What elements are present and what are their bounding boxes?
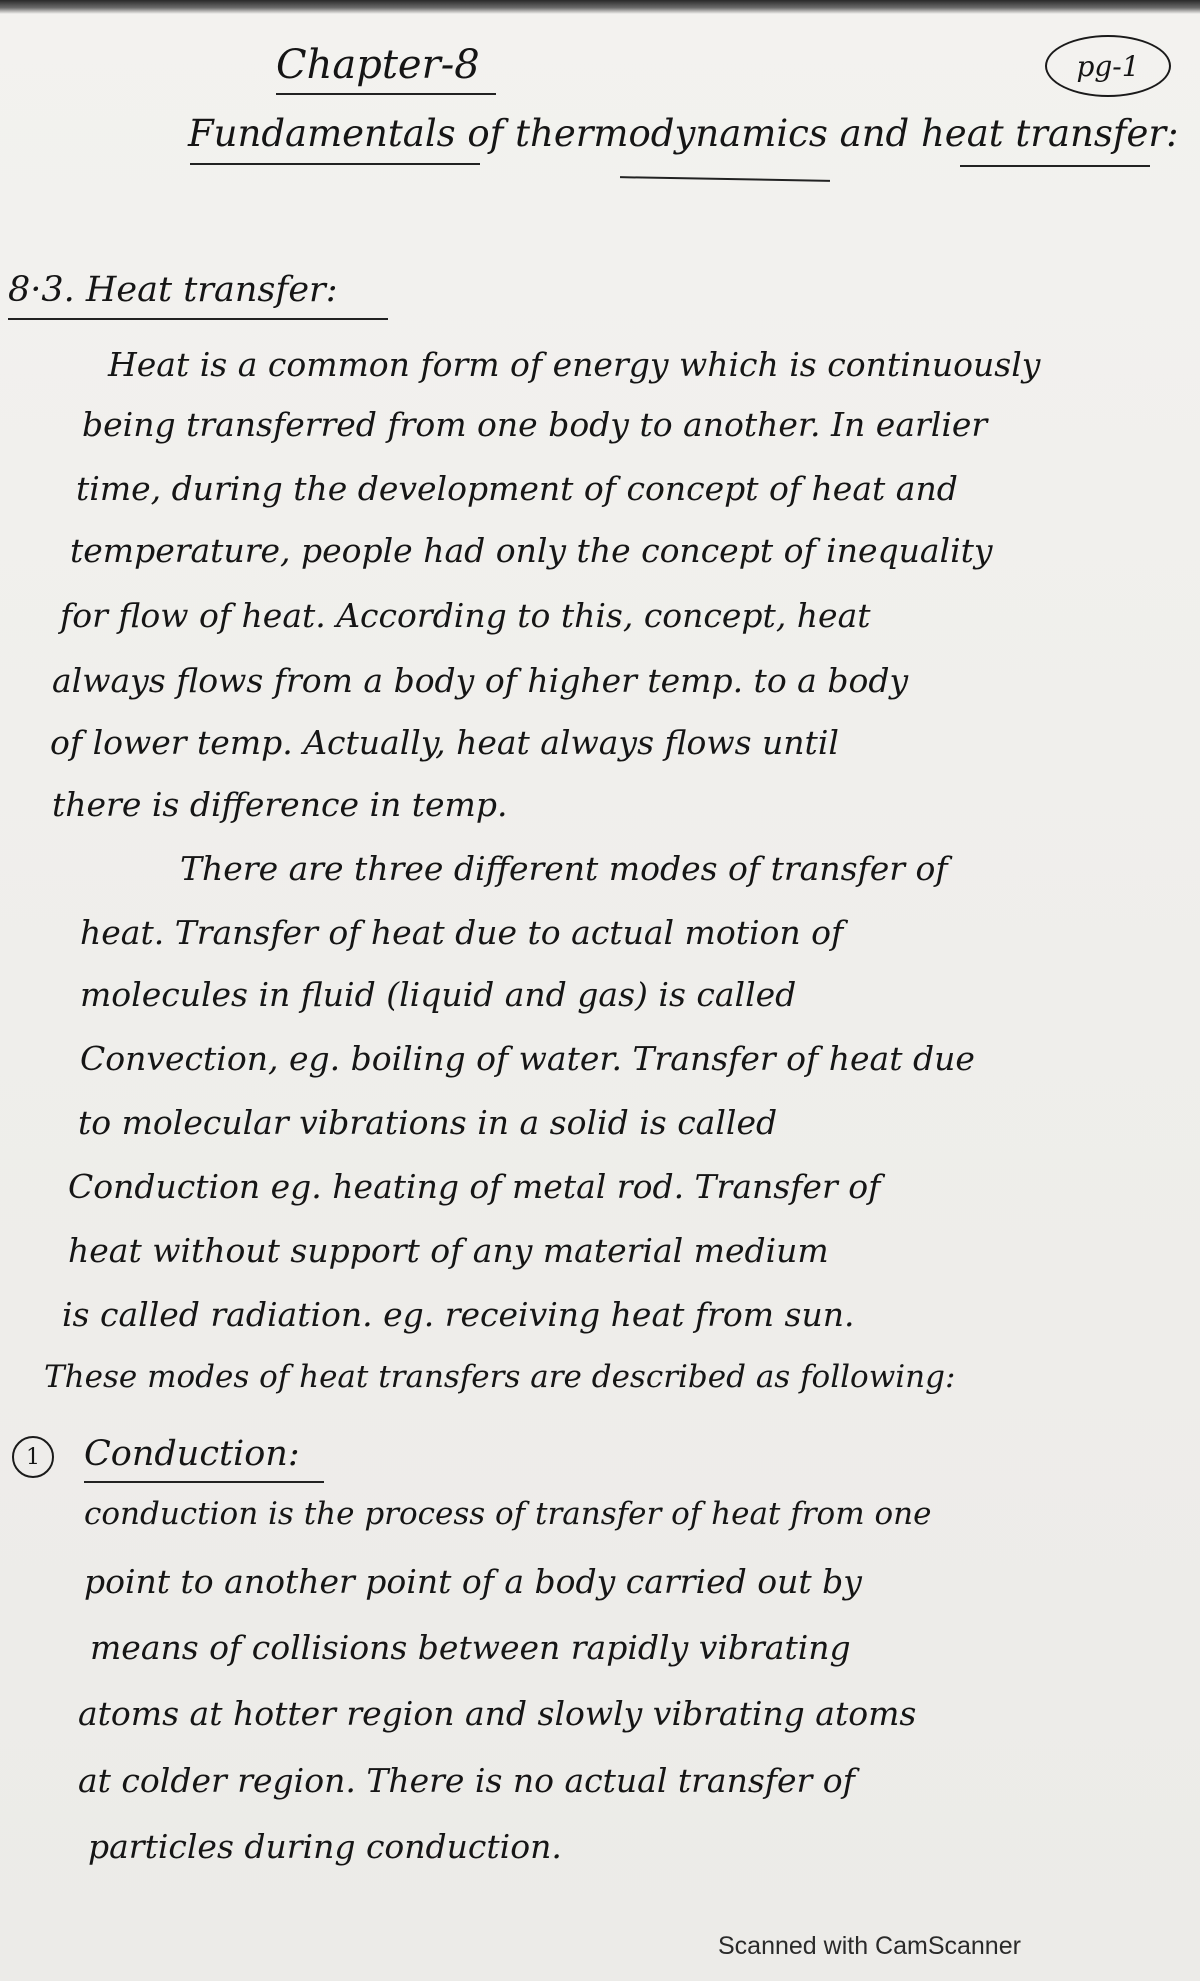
subtitle-underline-3 <box>960 165 1150 167</box>
body-line: time, during the development of concept of heat and <box>76 469 958 508</box>
body-line: point to another point of a body carried out by <box>84 1562 862 1601</box>
body-line: means of collisions between rapidly vibrating <box>90 1628 851 1667</box>
scanner-watermark: Scanned with CamScanner <box>718 1932 1021 1960</box>
body-line: These modes of heat transfers are described as following: <box>44 1359 956 1395</box>
body-line: at colder region. There is no actual transfer of <box>78 1761 855 1800</box>
body-line: Convection, eg. boiling of water. Transfer of heat due <box>80 1039 975 1078</box>
body-line: heat. Transfer of heat due to actual motion of <box>80 913 844 952</box>
body-line: to molecular vibrations in a solid is called <box>78 1103 778 1142</box>
section-heading: 8·3. Heat transfer: <box>8 270 338 310</box>
body-line: there is difference in temp. <box>52 785 508 824</box>
body-line: always flows from a body of higher temp. to a body <box>52 661 909 700</box>
page-top-edge-shadow <box>0 0 1200 14</box>
list-number-badge: 1 <box>12 1436 54 1478</box>
chapter-title: Chapter-8 <box>276 42 480 88</box>
body-line: atoms at hotter region and slowly vibrating atoms <box>78 1694 917 1733</box>
body-line: of lower temp. Actually, heat always flows until <box>50 723 839 762</box>
section-heading-underline <box>8 318 388 320</box>
subsection-heading: Conduction: <box>84 1434 300 1474</box>
body-line: conduction is the process of transfer of heat from one <box>84 1496 932 1532</box>
body-line: temperature, people had only the concept of inequality <box>70 531 993 570</box>
body-line: is called radiation. eg. receiving heat from sun. <box>62 1295 855 1334</box>
body-line: heat without support of any material medium <box>68 1231 829 1270</box>
chapter-subtitle: Fundamentals of thermodynamics and heat transfer: <box>188 112 1179 155</box>
subtitle-underline-1 <box>190 163 480 165</box>
subtitle-underline-2 <box>620 176 830 182</box>
body-line: molecules in fluid (liquid and gas) is called <box>80 975 797 1014</box>
body-line: There are three different modes of transfer of <box>180 849 948 888</box>
body-line: being transferred from one body to another. In earlier <box>82 405 988 444</box>
body-line: for flow of heat. According to this, concept, heat <box>60 596 871 635</box>
body-line: Heat is a common form of energy which is continuously <box>108 345 1041 384</box>
page-number-badge: pg-1 <box>1045 35 1171 97</box>
subsection-heading-underline <box>84 1481 324 1483</box>
chapter-title-underline <box>276 93 496 95</box>
body-line: particles during conduction. <box>88 1827 562 1866</box>
body-line: Conduction eg. heating of metal rod. Transfer of <box>68 1167 881 1206</box>
